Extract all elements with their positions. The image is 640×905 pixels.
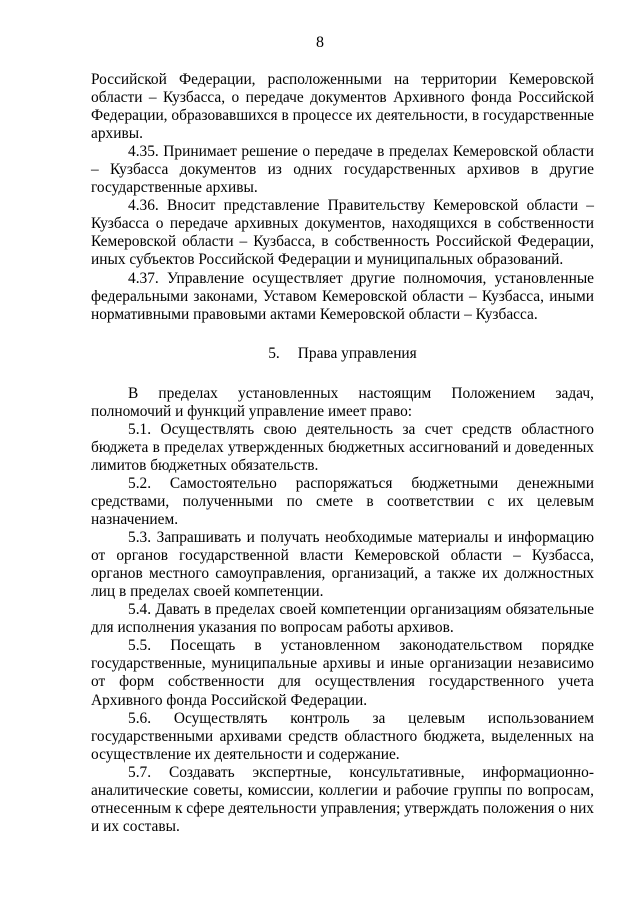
section-title: Права управления	[297, 344, 417, 362]
document-body	[91, 71, 594, 836]
paragraph-5-7: 5.7. Создавать экспертные, консультативные, информационно-аналитические советы, комиссии, коллегии и рабочие группы по вопросам, отнесенным к сфере деятельности управления; утверждать положения о них и их составы.	[91, 763, 594, 835]
paragraph-4-37: 4.37. Управление осуществляет другие полномочия, установленные федеральными законами, Уставом Кемеровской области – Кузбасса, иными нормативными правовыми актами Кемеровской области – Кузбасса.	[91, 269, 594, 323]
page-number: 8	[316, 34, 324, 51]
section-heading	[91, 345, 594, 363]
paragraph-4-36: 4.36. Вносит представление Правительству Кемеровской области – Кузбасса о передаче архивных документов, находящихся в собственности Кемеровской области – Кузбасса, в собственность Российской Федерации, иных субъектов Российской Федерации и муниципальных образований.	[91, 197, 594, 269]
paragraph-4-35: 4.35. Принимает решение о передаче в пределах Кемеровской области – Кузбасса документов из одних государственных архивов в другие государственные архивы.	[91, 143, 594, 197]
paragraph-5-4: 5.4. Давать в пределах своей компетенции организациям обязательные для исполнения указания по вопросам работы архивов.	[91, 601, 594, 637]
section-number: 5.	[268, 344, 280, 362]
paragraph-5-5: 5.5. Посещать в установленном законодательством порядке государственные, муниципальные архивы и иные организации независимо от форм собственности для осуществления государственного учета Архивного фонда Российской Федерации.	[91, 637, 594, 709]
paragraph-5-3: 5.3. Запрашивать и получать необходимые материалы и информацию от органов государственной власти Кемеровской области – Кузбасса, органов местного самоуправления, организаций, а также их должностных лиц в пределах своей компетенции.	[91, 529, 594, 601]
paragraph-5-6: 5.6. Осуществлять контроль за целевым использованием государственными архивами средств областного бюджета, выделенных на осуществление их деятельности и содержание.	[91, 709, 594, 763]
paragraph-continuation: Российской Федерации, расположенными на территории Кемеровской области – Кузбасса, о передаче документов Архивного фонда Российской Федерации, образовавшихся в процессе их деятельности, в государственные архивы.	[91, 71, 594, 143]
paragraph-intro: В пределах установленных настоящим Положением задач, полномочий и функций управление имеет право:	[91, 384, 594, 420]
paragraph-5-1: 5.1. Осуществлять свою деятельность за счет средств областного бюджета в пределах утвержденных бюджетных ассигнований и доведенных лимитов бюджетных обязательств.	[91, 420, 594, 474]
paragraph-5-2: 5.2. Самостоятельно распоряжаться бюджетными денежными средствами, полученными по смете в соответствии с их целевым назначением.	[91, 474, 594, 529]
